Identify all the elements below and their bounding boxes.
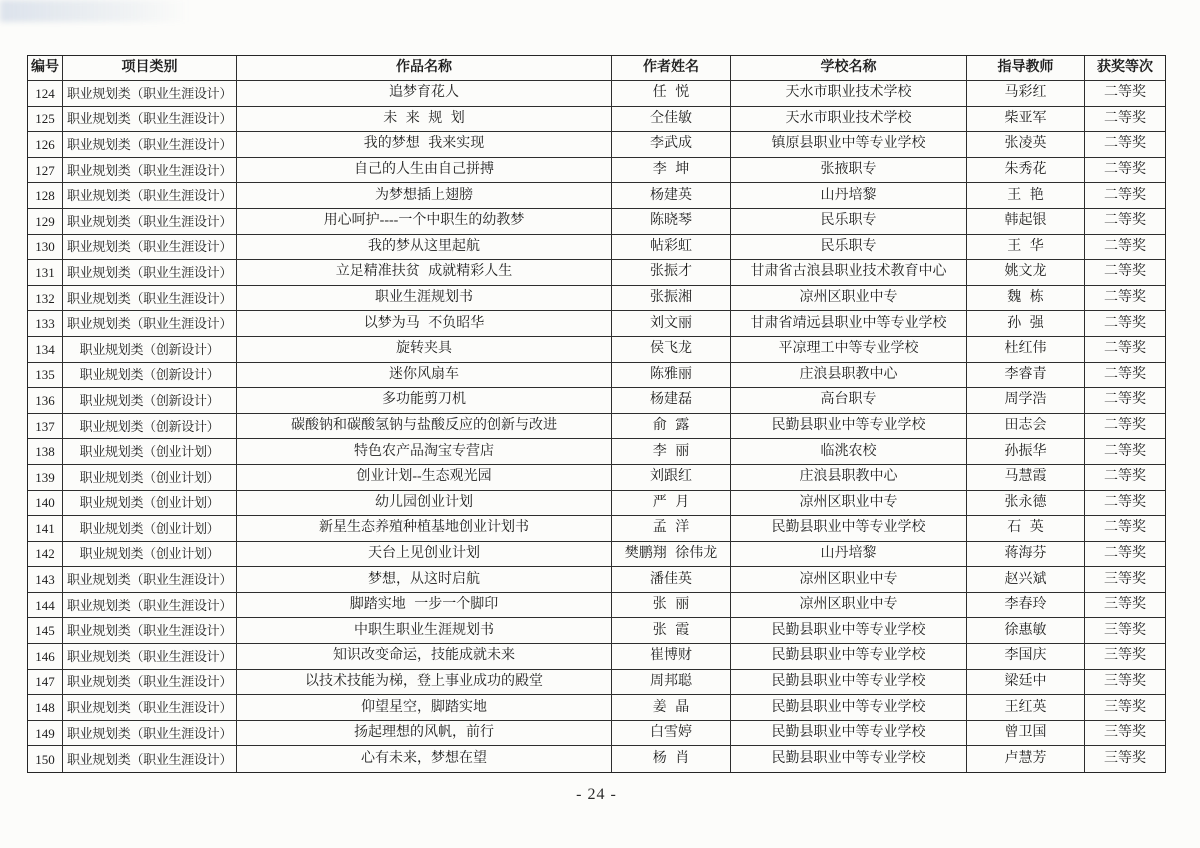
cell-school: 民勤县职业中等专业学校 <box>731 414 967 439</box>
cell-title: 追梦育花人 <box>237 81 612 106</box>
cell-number: 131 <box>28 260 63 285</box>
cell-school: 高台职专 <box>731 388 967 413</box>
cell-number: 128 <box>28 183 63 208</box>
cell-award: 二等奖 <box>1104 443 1146 459</box>
cell-number: 146 <box>28 644 63 669</box>
cell-award: 二等奖 <box>1104 162 1146 178</box>
table-row <box>28 388 1165 414</box>
cell-number: 139 <box>28 465 63 490</box>
cell-school: 天水市职业技术学校 <box>731 107 967 132</box>
cell-title: 扬起理想的风帆，前行 <box>237 721 612 746</box>
cell-school: 庄浪县职教中心 <box>731 363 967 388</box>
cell-number: 140 <box>28 491 63 516</box>
cell-category: 职业规划类（职业生涯设计） <box>63 260 237 285</box>
cell-title: 天台上见创业计划 <box>237 542 612 567</box>
cell-title: 我的梦想 我来实现 <box>237 132 612 157</box>
cell-category: 职业规划类（职业生涯设计） <box>63 618 237 643</box>
cell-school: 民勤县职业中等专业学校 <box>731 516 967 541</box>
cell-school: 张掖职专 <box>731 158 967 183</box>
cell-title: 职业生涯规划书 <box>237 286 612 311</box>
cell-teacher: 朱秀花 <box>967 158 1085 183</box>
cell-number: 148 <box>28 695 63 720</box>
cell-school: 凉州区职业中专 <box>731 491 967 516</box>
cell-category: 职业规划类（创新设计） <box>63 388 237 413</box>
cell-award: 二等奖 <box>1104 366 1146 382</box>
cell-award: 二等奖 <box>1104 213 1146 229</box>
cell-author: 张振湘 <box>612 286 731 311</box>
cell-school: 镇原县职业中等专业学校 <box>731 132 967 157</box>
cell-number: 145 <box>28 618 63 643</box>
cell-teacher: 卢慧芳 <box>967 746 1085 772</box>
cell-category: 职业规划类（职业生涯设计） <box>63 670 237 695</box>
cell-teacher: 蒋海芬 <box>967 542 1085 567</box>
cell-title: 未 来 规 划 <box>237 107 612 132</box>
cell-teacher: 杜红伟 <box>967 337 1085 362</box>
cell-teacher: 王 艳 <box>967 183 1085 208</box>
cell-category: 职业规划类（创业计划） <box>63 465 237 490</box>
cell-award: 三等奖 <box>1104 597 1146 613</box>
cell-author: 李 丽 <box>612 439 731 464</box>
cell-author: 周邦聪 <box>612 670 731 695</box>
cell-title: 我的梦从这里起航 <box>237 235 612 260</box>
cell-title: 梦想，从这时启航 <box>237 567 612 592</box>
cell-award: 二等奖 <box>1104 494 1146 510</box>
cell-teacher: 马慧霞 <box>967 465 1085 490</box>
cell-award: 三等奖 <box>1104 571 1146 587</box>
cell-award: 二等奖 <box>1104 187 1146 203</box>
cell-award: 三等奖 <box>1104 648 1146 664</box>
cell-number: 136 <box>28 388 63 413</box>
header-award: 获奖等次 <box>1097 60 1153 75</box>
table-row <box>28 695 1165 721</box>
cell-teacher: 周学浩 <box>967 388 1085 413</box>
cell-teacher: 马彩红 <box>967 81 1085 106</box>
cell-number: 147 <box>28 670 63 695</box>
cell-number: 144 <box>28 593 63 618</box>
cell-award: 二等奖 <box>1104 315 1146 331</box>
cell-category: 职业规划类（职业生涯设计） <box>63 81 237 106</box>
cell-award: 二等奖 <box>1104 469 1146 485</box>
cell-school: 凉州区职业中专 <box>731 593 967 618</box>
cell-award: 二等奖 <box>1104 341 1146 357</box>
cell-teacher: 孙 强 <box>967 311 1085 336</box>
cell-school: 甘肃省古浪县职业技术教育中心 <box>731 260 967 285</box>
cell-author: 刘文丽 <box>612 311 731 336</box>
cell-title: 用心呵护----一个中职生的幼教梦 <box>237 209 612 234</box>
cell-title: 多功能剪刀机 <box>237 388 612 413</box>
cell-title: 立足精准扶贫 成就精彩人生 <box>237 260 612 285</box>
cell-number: 124 <box>28 81 63 106</box>
cell-school: 凉州区职业中专 <box>731 567 967 592</box>
cell-category: 职业规划类（创新设计） <box>63 337 237 362</box>
cell-category: 职业规划类（职业生涯设计） <box>63 593 237 618</box>
cell-teacher: 王 华 <box>967 235 1085 260</box>
cell-author: 崔博财 <box>612 644 731 669</box>
cell-title: 创业计划--生态观光园 <box>237 465 612 490</box>
cell-author: 张 丽 <box>612 593 731 618</box>
cell-category: 职业规划类（创新设计） <box>63 363 237 388</box>
cell-award: 二等奖 <box>1104 85 1146 101</box>
cell-category: 职业规划类（创业计划） <box>63 439 237 464</box>
table-row <box>28 260 1165 286</box>
cell-title: 自己的人生由自己拼搏 <box>237 158 612 183</box>
cell-number: 134 <box>28 337 63 362</box>
cell-category: 职业规划类（职业生涯设计） <box>63 235 237 260</box>
cell-category: 职业规划类（创业计划） <box>63 491 237 516</box>
cell-author: 严 月 <box>612 491 731 516</box>
cell-category: 职业规划类（职业生涯设计） <box>63 746 237 772</box>
cell-author: 刘跟红 <box>612 465 731 490</box>
table-row <box>28 542 1165 568</box>
cell-teacher: 石 英 <box>967 516 1085 541</box>
cell-category: 职业规划类（职业生涯设计） <box>63 286 237 311</box>
cell-school: 民勤县职业中等专业学校 <box>731 670 967 695</box>
cell-category: 职业规划类（创业计划） <box>63 542 237 567</box>
cell-award: 三等奖 <box>1104 725 1146 741</box>
table-row <box>28 439 1165 465</box>
header-number: 编号 <box>28 56 63 80</box>
cell-category: 职业规划类（职业生涯设计） <box>63 158 237 183</box>
cell-teacher: 孙振华 <box>967 439 1085 464</box>
cell-number: 150 <box>28 746 63 772</box>
table-row <box>28 567 1165 593</box>
table-row <box>28 81 1165 107</box>
cell-author: 陈晓琴 <box>612 209 731 234</box>
table-row <box>28 107 1165 133</box>
cell-award: 三等奖 <box>1104 699 1146 715</box>
cell-award: 二等奖 <box>1104 418 1146 434</box>
cell-author: 杨建磊 <box>612 388 731 413</box>
table-row <box>28 337 1165 363</box>
cell-award: 二等奖 <box>1104 264 1146 280</box>
cell-author: 俞 露 <box>612 414 731 439</box>
cell-school: 民勤县职业中等专业学校 <box>731 695 967 720</box>
cell-award: 二等奖 <box>1104 392 1146 408</box>
cell-author: 任 悦 <box>612 81 731 106</box>
cell-category: 职业规划类（职业生涯设计） <box>63 311 237 336</box>
cell-title: 新星生态养殖种植基地创业计划书 <box>237 516 612 541</box>
cell-title: 仰望星空，脚踏实地 <box>237 695 612 720</box>
table-row <box>28 158 1165 184</box>
cell-category: 职业规划类（职业生涯设计） <box>63 695 237 720</box>
cell-category: 职业规划类（创新设计） <box>63 414 237 439</box>
cell-teacher: 王红英 <box>967 695 1085 720</box>
cell-title: 旋转夹具 <box>237 337 612 362</box>
cell-title: 中职生职业生涯规划书 <box>237 618 612 643</box>
cell-teacher: 田志会 <box>967 414 1085 439</box>
cell-teacher: 姚文龙 <box>967 260 1085 285</box>
cell-author: 白雪婷 <box>612 721 731 746</box>
cell-number: 132 <box>28 286 63 311</box>
cell-author: 帖彩虹 <box>612 235 731 260</box>
cell-title: 迷你风扇车 <box>237 363 612 388</box>
cell-school: 民勤县职业中等专业学校 <box>731 644 967 669</box>
cell-number: 135 <box>28 363 63 388</box>
cell-category: 职业规划类（职业生涯设计） <box>63 132 237 157</box>
cell-school: 凉州区职业中专 <box>731 286 967 311</box>
cell-title: 以技术技能为梯，登上事业成功的殿堂 <box>237 670 612 695</box>
cell-number: 141 <box>28 516 63 541</box>
cell-school: 民乐职专 <box>731 209 967 234</box>
cell-author: 陈雅丽 <box>612 363 731 388</box>
cell-category: 职业规划类（职业生涯设计） <box>63 183 237 208</box>
cell-author: 张 霞 <box>612 618 731 643</box>
cell-teacher: 徐惠敏 <box>967 618 1085 643</box>
cell-category: 职业规划类（职业生涯设计） <box>63 644 237 669</box>
cell-award: 三等奖 <box>1104 751 1146 767</box>
cell-award: 二等奖 <box>1104 290 1146 306</box>
cell-author: 樊鹏翔 徐伟龙 <box>612 542 731 567</box>
cell-category: 职业规划类（职业生涯设计） <box>63 107 237 132</box>
table-row <box>28 311 1165 337</box>
cell-title: 碳酸钠和碳酸氢钠与盐酸反应的创新与改进 <box>237 414 612 439</box>
table-row <box>28 286 1165 312</box>
cell-author: 孟 洋 <box>612 516 731 541</box>
cell-title: 以梦为马 不负昭华 <box>237 311 612 336</box>
cell-school: 天水市职业技术学校 <box>731 81 967 106</box>
cell-award: 二等奖 <box>1104 545 1146 561</box>
cell-title: 幼儿园创业计划 <box>237 491 612 516</box>
header-school: 学校名称 <box>731 56 967 80</box>
table-row <box>28 644 1165 670</box>
table-row <box>28 235 1165 261</box>
cell-school: 甘肃省靖远县职业中等专业学校 <box>731 311 967 336</box>
cell-award: 二等奖 <box>1104 136 1146 152</box>
table-row <box>28 516 1165 542</box>
cell-title: 特色农产品淘宝专营店 <box>237 439 612 464</box>
cell-school: 平凉理工中等专业学校 <box>731 337 967 362</box>
cell-award: 三等奖 <box>1104 673 1146 689</box>
cell-teacher: 张永德 <box>967 491 1085 516</box>
header-teacher: 指导教师 <box>967 56 1085 80</box>
header-category: 项目类别 <box>63 56 237 80</box>
cell-teacher: 张凌英 <box>967 132 1085 157</box>
cell-number: 125 <box>28 107 63 132</box>
cell-school: 山丹培黎 <box>731 183 967 208</box>
cell-number: 133 <box>28 311 63 336</box>
cell-school: 临洮农校 <box>731 439 967 464</box>
cell-teacher: 赵兴斌 <box>967 567 1085 592</box>
page-number: - 24 - <box>576 786 617 803</box>
cell-category: 职业规划类（职业生涯设计） <box>63 209 237 234</box>
cell-author: 李武成 <box>612 132 731 157</box>
cell-award: 二等奖 <box>1104 110 1146 126</box>
scan-smudge <box>0 0 190 22</box>
cell-award: 三等奖 <box>1104 622 1146 638</box>
table-row <box>28 721 1165 747</box>
cell-title: 知识改变命运，技能成就未来 <box>237 644 612 669</box>
cell-school: 民勤县职业中等专业学校 <box>731 746 967 772</box>
cell-title: 心有未来，梦想在望 <box>237 746 612 772</box>
cell-award: 二等奖 <box>1104 520 1146 536</box>
cell-author: 杨 肖 <box>612 746 731 772</box>
cell-author: 侯飞龙 <box>612 337 731 362</box>
table-row <box>28 209 1165 235</box>
cell-category: 职业规划类（职业生涯设计） <box>63 567 237 592</box>
header-title: 作品名称 <box>237 56 612 80</box>
cell-school: 民勤县职业中等专业学校 <box>731 721 967 746</box>
cell-author: 仝佳敏 <box>612 107 731 132</box>
awards-table <box>27 55 1166 773</box>
cell-number: 130 <box>28 235 63 260</box>
table-row <box>28 746 1165 772</box>
cell-author: 姜 晶 <box>612 695 731 720</box>
cell-category: 职业规划类（职业生涯设计） <box>63 721 237 746</box>
cell-teacher: 李春玲 <box>967 593 1085 618</box>
cell-school: 民勤县职业中等专业学校 <box>731 618 967 643</box>
table-row <box>28 618 1165 644</box>
cell-award: 二等奖 <box>1104 238 1146 254</box>
cell-teacher: 梁廷中 <box>967 670 1085 695</box>
table-row <box>28 183 1165 209</box>
table-row <box>28 414 1165 440</box>
cell-number: 129 <box>28 209 63 234</box>
cell-number: 138 <box>28 439 63 464</box>
cell-teacher: 曾卫国 <box>967 721 1085 746</box>
header-author: 作者姓名 <box>612 56 731 80</box>
table-row <box>28 593 1165 619</box>
cell-number: 142 <box>28 542 63 567</box>
cell-school: 山丹培黎 <box>731 542 967 567</box>
cell-title: 为梦想插上翅膀 <box>237 183 612 208</box>
cell-category: 职业规划类（创业计划） <box>63 516 237 541</box>
cell-author: 张振才 <box>612 260 731 285</box>
cell-number: 126 <box>28 132 63 157</box>
cell-author: 李 坤 <box>612 158 731 183</box>
cell-title: 脚踏实地 一步一个脚印 <box>237 593 612 618</box>
table-row <box>28 670 1165 696</box>
cell-school: 民乐职专 <box>731 235 967 260</box>
table-row <box>28 465 1165 491</box>
cell-author: 杨建英 <box>612 183 731 208</box>
cell-teacher: 柴亚军 <box>967 107 1085 132</box>
table-row <box>28 363 1165 389</box>
table-row <box>28 491 1165 517</box>
cell-number: 127 <box>28 158 63 183</box>
cell-number: 143 <box>28 567 63 592</box>
cell-teacher: 李睿青 <box>967 363 1085 388</box>
cell-author: 潘佳英 <box>612 567 731 592</box>
cell-number: 149 <box>28 721 63 746</box>
table-header-row <box>28 56 1165 81</box>
cell-teacher: 李国庆 <box>967 644 1085 669</box>
table-row <box>28 132 1165 158</box>
cell-school: 庄浪县职教中心 <box>731 465 967 490</box>
cell-teacher: 魏 栋 <box>967 286 1085 311</box>
cell-number: 137 <box>28 414 63 439</box>
cell-teacher: 韩起银 <box>967 209 1085 234</box>
